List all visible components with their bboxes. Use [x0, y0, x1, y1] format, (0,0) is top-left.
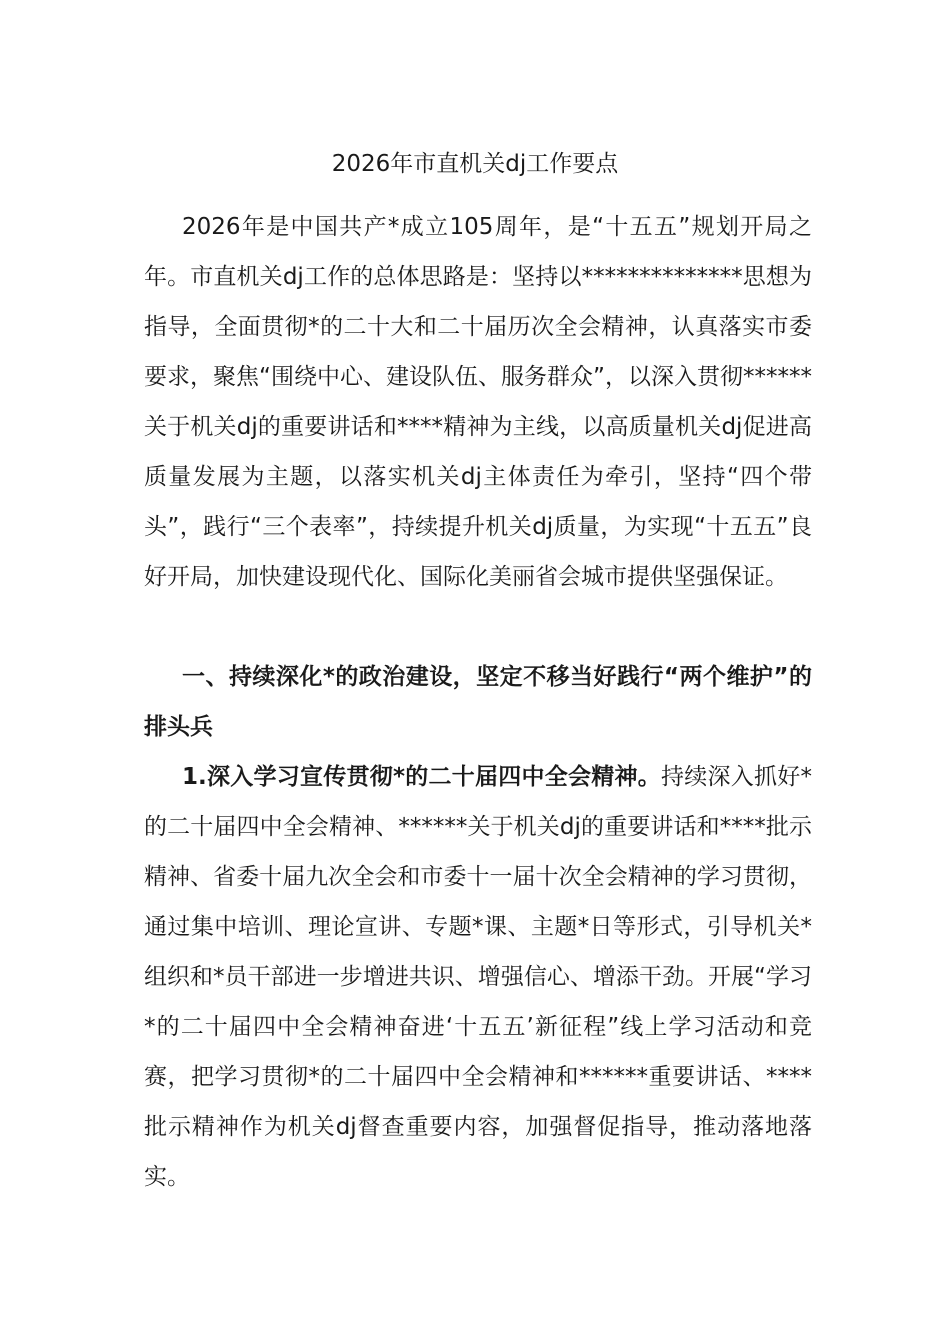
intro-paragraph: 2026年是中国共产*成立105周年，是“十五五”规划开局之年。市直机关dj工作的总体思路是：坚持以**************思想为指导，全面贯彻*的二十大和二十届历次全会精神，认真落实市委要求，聚焦“围绕中心、建设队伍、服务群众”，以深入贯彻******关于机关dj的重要讲话和****精神为主线，以高质量机关dj促进高质量发展为主题，以落实机关dj主体责任为牵引，坚持“四个带头”，践行“三个表率”，持续提升机关dj质量，为实现“十五五”良好开局，加快建设现代化、国际化美丽省会城市提供坚强保证。 [144, 214, 812, 590]
item-lead-sentence: 1.深入学习宣传贯彻*的二十届四中全会精神。 [182, 764, 661, 790]
section-item-paragraph [144, 752, 812, 1202]
item-body-text: 持续深入抓好*的二十届四中全会精神、******关于机关dj的重要讲话和****批示精神、省委十届九次全会和市委十一届十次全会精神的学习贯彻，通过集中培训、理论宣讲、专题*课、主题*日等形式，引导机关*组织和*员干部进一步增进共识、增强信心、增添干劲。开展“学习*的二十届四中全会精神奋进‘十五五’新征程”线上学习活动和竞赛，把学习贯彻*的二十届四中全会精神和******重要讲话、****批示精神作为机关dj督查重要内容，加强督促指导，推动落地落实。 [144, 764, 812, 1190]
document-title: 2026年市直机关dj工作要点 [331, 151, 619, 177]
section-heading: 一、持续深化*的政治建设，坚定不移当好践行“两个维护”的排头兵 [144, 664, 812, 740]
